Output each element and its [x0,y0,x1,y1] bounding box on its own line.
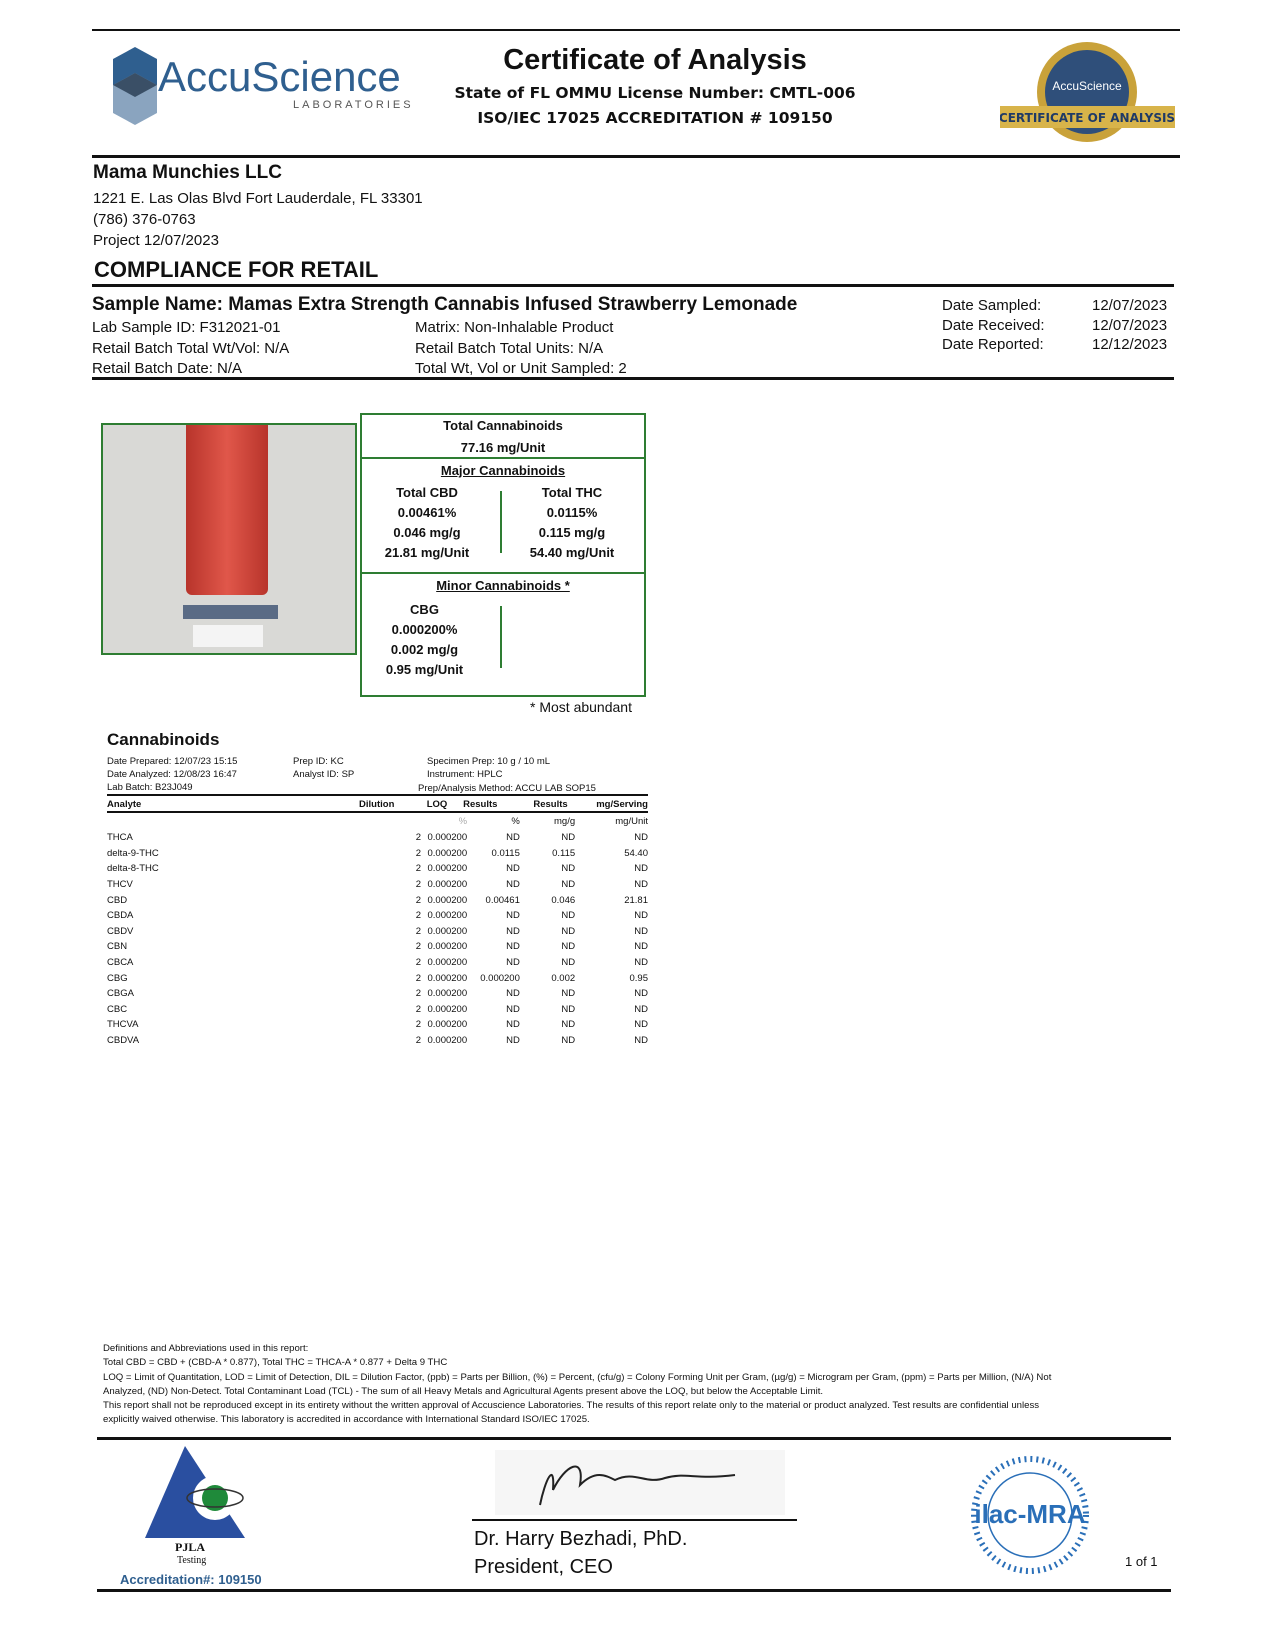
pjla-text: PJLA [175,1540,205,1554]
cell: 0.000200 [427,910,468,922]
batch-units: Retail Batch Total Units: N/A [415,340,604,357]
cbg-pct: 0.000200% [391,622,458,637]
cell: 2 [415,847,422,859]
signature [495,1450,785,1515]
cell: 2 [415,894,422,906]
cell: ND [561,1035,576,1047]
cbd-unit: 21.81 mg/Unit [384,545,470,560]
cell: ND [561,941,576,953]
cell: 0.000200 [427,894,468,906]
cell: ND [561,925,576,937]
cell: 0.000200 [427,1019,468,1031]
cell: ND [506,1003,520,1015]
divider [107,794,648,796]
cell: 0.000200 [427,925,468,937]
cell: 0.000200 [427,1035,468,1047]
method: Prep/Analysis Method: ACCU LAB SOP15 [418,783,596,794]
table-header [107,797,648,813]
accuscience-logo [113,47,414,130]
date-value: 12/12/2023 [1092,336,1168,353]
page-number: 1 of 1 [1125,1554,1158,1569]
svg-text:AccuScience: AccuScience [1052,79,1122,93]
table-row [107,861,648,877]
pjla-sub: Testing [177,1555,207,1566]
cell: 0.000200 [427,879,468,891]
certificate-seal [1000,38,1175,146]
lab-sample-id: Lab Sample ID: F312021-01 [92,319,281,336]
cell: ND [634,832,648,844]
date-label: Date Sampled: [942,297,1042,314]
cell: 0.000200 [427,941,468,953]
license-number: State of FL OMMU License Number: CMTL-006 [454,84,856,102]
cell: 2 [415,1035,422,1047]
logo-text: AccuScience [158,53,401,100]
table-row [107,970,648,986]
signer-title: President, CEO [474,1556,613,1578]
header-dilution: Dilution [359,798,395,810]
table-row [107,908,648,924]
unit: mg/Unit [615,816,648,827]
cell: 2 [415,941,422,953]
table-row [107,877,648,893]
cell: THCA [107,832,133,844]
cbd-pct: 0.00461% [397,505,457,520]
total-cannabinoids-box [360,413,646,459]
cell: ND [506,1019,520,1031]
pjla-logo [145,1446,255,1566]
cell: 0.000200 [427,832,468,844]
definition-abbreviations: LOQ = Limit of Quantitation, LOD = Limit of Detection, DIL = Dilution Factor, (ppb) = Parts per Billion, (%) = Percent, (cfu/g) = Colony Forming Unit per Gram, (µg/g) = Microgram per Gram, (ppm) = Parts per Million, (N/A) Not Analyzed, (ND) Non-Detect. Total Contaminant Load (TCL) - The sum of all Heavy Metals and Agricultural Agents present above the LOQ, but below the Acceptable Limit. [103,1371,1052,1397]
header-loq: LOQ [426,798,448,810]
header-analyte: Analyte [107,798,142,810]
cell: 2 [415,1019,422,1031]
cell: CBDV [107,925,134,937]
date-value: 12/07/2023 [1092,297,1168,314]
cell: 2 [415,1003,422,1015]
cell: 0.002 [551,972,576,984]
cell: ND [634,988,648,1000]
analyst-id: Analyst ID: SP [293,769,355,780]
footer-accreditation: Accreditation#: 109150 [120,1572,262,1587]
sample-tag [193,625,263,647]
cell: ND [561,1003,576,1015]
cbd-mgg: 0.046 mg/g [393,525,461,540]
signature-line [472,1519,797,1521]
unit: mg/g [554,816,576,827]
cell: 21.81 [624,894,648,906]
date-analyzed: Date Analyzed: 12/08/23 16:47 [107,769,237,780]
table-row [107,986,648,1002]
cell: 0.000200 [427,957,468,969]
cell: delta-8-THC [107,863,159,875]
sample-name: Sample Name: Mamas Extra Strength Cannabis Infused Strawberry Lemonade [92,294,798,315]
cell: ND [506,863,520,875]
cell: CBD [107,894,128,906]
date-label: Date Reported: [942,336,1044,353]
cell: ND [506,941,520,953]
cbg-label: CBG [410,602,439,617]
prep-id: Prep ID: KC [293,756,344,767]
cell: ND [506,957,520,969]
compliance-heading: COMPLIANCE FOR RETAIL [94,257,379,282]
cell: ND [561,879,576,891]
cell: ND [561,832,576,844]
cell: 0.000200 [427,863,468,875]
date-prepared: Date Prepared: 12/07/23 15:15 [107,756,238,767]
cell: 2 [415,925,422,937]
cell: ND [634,863,648,875]
cell: 0.000200 [427,988,468,1000]
cannabinoids-heading: Cannabinoids [107,730,220,749]
cell: ND [506,988,520,1000]
date-value: 12/07/2023 [1092,316,1168,334]
cell: CBGA [107,988,134,1000]
header-results-pct: Results [463,798,498,810]
unit: % [458,816,468,827]
divider [92,155,1180,158]
divider [92,29,1180,31]
cell: CBCA [107,957,134,969]
svg-text:CERTIFICATE OF ANALYSIS: CERTIFICATE OF ANALYSIS [1000,111,1175,125]
cell: ND [506,925,520,937]
cell: ND [561,957,576,969]
sample-photo [101,423,357,655]
minor-label: Minor Cannabinoids * [436,578,570,593]
cell: 0.000200 [427,847,468,859]
client-phone: (786) 376-0763 [93,211,196,228]
batch-date: Retail Batch Date: N/A [92,360,243,377]
signer-name: Dr. Harry Bezhadi, PhD. [474,1528,688,1550]
cell: 0.000200 [427,1003,468,1015]
cell: 0.95 [629,972,648,984]
cell: delta-9-THC [107,847,159,859]
table-row [107,939,648,955]
total-label: Total Cannabinoids [443,418,563,433]
header-results-mgg: Results [533,798,568,810]
divider [97,1437,1171,1440]
cell: ND [634,957,648,969]
minor-cannabinoids-box [360,572,646,697]
cell: ND [561,988,576,1000]
cell: 54.40 [624,847,648,859]
table-row [107,830,648,846]
client-address: 1221 E. Las Olas Blvd Fort Lauderdale, FL 33301 [93,190,423,207]
logo-subtext: LABORATORIES [293,99,414,111]
batch-weight: Retail Batch Total Wt/Vol: N/A [92,340,290,357]
cell: 0.000200 [480,972,520,984]
ilac-mra-logo [970,1455,1090,1575]
units-row [107,813,648,830]
lab-batch: Lab Batch: B23J049 [107,782,193,793]
cell: 0.0115 [491,847,520,859]
cell: CBC [107,1003,128,1015]
cell: 2 [415,863,422,875]
cell: CBDA [107,910,134,922]
major-label: Major Cannabinoids [440,463,566,478]
cannabinoids-table [107,797,648,1048]
cell: ND [634,1035,648,1047]
cell: ND [506,832,520,844]
thc-unit: 54.40 mg/Unit [529,545,615,560]
cell: 2 [415,879,422,891]
header-mg-serving: mg/Serving [596,798,648,810]
date-label: Date Received: [942,316,1045,334]
cell: ND [561,1019,576,1031]
table-row [107,846,648,862]
cell: 2 [415,832,422,844]
instrument: Instrument: HPLC [427,769,503,780]
divider [92,377,1174,380]
label-sticker [183,605,278,619]
cell: ND [634,925,648,937]
total-sampled: Total Wt, Vol or Unit Sampled: 2 [415,360,627,377]
divider [97,1589,1171,1592]
cell: 2 [415,957,422,969]
cell: ND [506,910,520,922]
accreditation-number: ISO/IEC 17025 ACCREDITATION # 109150 [477,109,833,127]
client-name: Mama Munchies LLC [93,162,282,183]
report-dates [942,296,1167,355]
total-value: 77.16 mg/Unit [460,440,546,455]
cell: ND [506,1035,520,1047]
disclaimer: This report shall not be reproduced except in its entirety without the written approval of Accuscience Laboratories. The results of this report relate only to the material or product analyzed. Test results are confidential unless explicitly waived otherwise. This laboratory is accredited in accordance with International Standard ISO/IEC 17025. [103,1400,1040,1426]
cell: THCV [107,879,133,891]
cell: ND [506,879,520,891]
table-row [107,1002,648,1018]
definitions-title: Definitions and Abbreviations used in this report: [103,1343,309,1354]
cell: 0.046 [551,894,576,906]
cell: ND [561,863,576,875]
table-row [107,955,648,971]
cell: ND [634,1019,648,1031]
thc-pct: 0.0115% [546,505,598,520]
thc-mgg: 0.115 mg/g [538,525,606,540]
unit: % [511,816,520,827]
cell: ND [634,1003,648,1015]
cell: THCVA [107,1019,139,1031]
cell: 2 [415,910,422,922]
divider [500,491,502,553]
document-title: Certificate of Analysis [503,44,807,76]
cell: ND [634,941,648,953]
project: Project 12/07/2023 [93,232,219,249]
divider [500,606,502,668]
cell: CBN [107,941,128,953]
table-row [107,892,648,908]
cell: 0.000200 [427,972,468,984]
major-cannabinoids-box [360,457,646,574]
definition-formula: Total CBD = CBD + (CBD-A * 0.877), Total THC = THCA-A * 0.877 + Delta 9 THC [103,1357,448,1369]
specimen-prep: Specimen Prep: 10 g / 10 mL [427,756,551,767]
cell: 0.00461 [485,894,520,906]
table-row [107,1017,648,1033]
table-row [107,1033,648,1049]
cell: 0.115 [552,847,576,859]
cell: 2 [415,988,422,1000]
cbd-label: Total CBD [396,485,458,500]
cell: ND [561,910,576,922]
cell: ND [634,910,648,922]
cbg-unit: 0.95 mg/Unit [385,662,464,677]
cell: ND [634,879,648,891]
cell: 2 [415,972,422,984]
svg-text:ilac-MRA: ilac-MRA [974,1499,1086,1529]
cell: CBDVA [107,1035,140,1047]
most-abundant-note: * Most abundant [530,699,632,715]
matrix: Matrix: Non-Inhalable Product [415,319,614,336]
definitions [103,1342,1063,1428]
cell: CBG [107,972,128,984]
thc-label: Total THC [541,485,603,500]
can-image [186,425,268,595]
divider [92,284,1174,287]
cbg-mgg: 0.002 mg/g [390,642,459,657]
table-row [107,924,648,940]
